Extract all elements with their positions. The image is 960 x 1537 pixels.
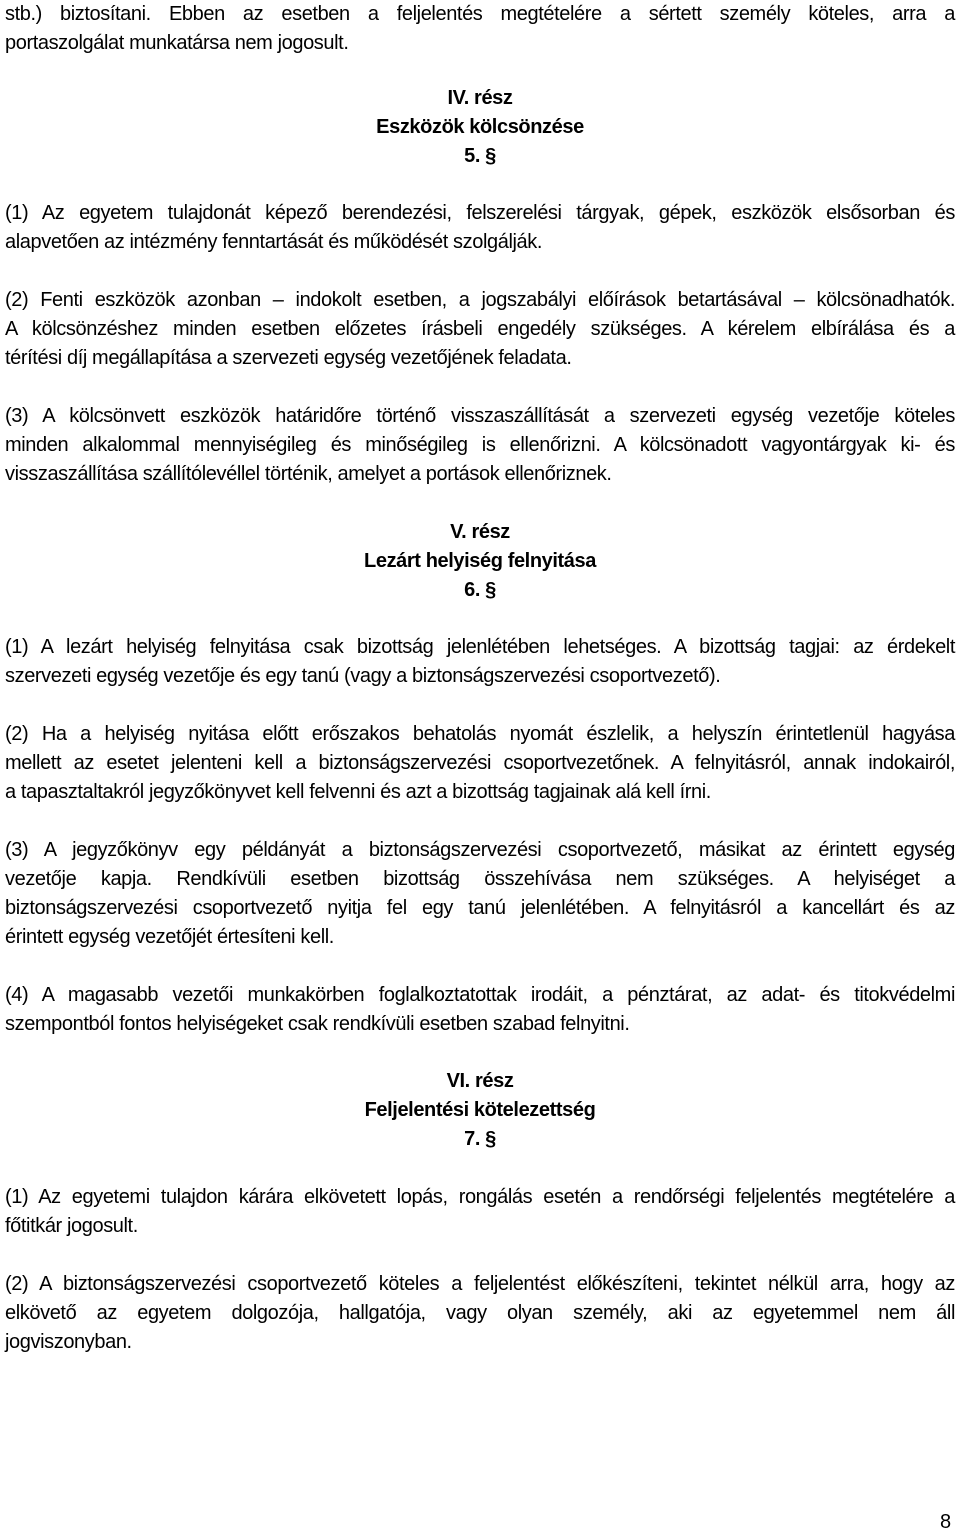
- part-heading: IV. rész: [447, 87, 513, 109]
- paragraph-line: (2) Ha a helyiség nyitása előtt erőszakos behatolás nyomát észlelik, a helyszín érintetlenül hagyása: [5, 723, 955, 745]
- part-title: Lezárt helyiség felnyitása: [364, 550, 596, 572]
- part-heading: V. rész: [450, 521, 510, 543]
- paragraph-line: (1) Az egyetem tulajdonát képező berendezési, felszerelési tárgyak, gépek, eszközök elsősorban és: [5, 202, 955, 224]
- page-number: 8: [940, 1511, 952, 1533]
- part-title: Feljelentési kötelezettség: [364, 1099, 596, 1121]
- paragraph-line: portaszolgálat munkatársa nem jogosult.: [5, 32, 349, 54]
- paragraph-line: vezetője kapja. Rendkívüli esetben bizottság összehívása nem szükséges. A helyiséget a: [5, 868, 955, 890]
- paragraph-line: (1) A lezárt helyiség felnyitása csak bizottság jelenlétében lehetséges. A bizottság tagjai: az érdekelt: [5, 636, 955, 658]
- paragraph-line: A kölcsönzéshez minden esetben előzetes írásbeli engedély szükséges. A kérelem elbírálása és a: [5, 318, 955, 340]
- paragraph-line: főtitkár jogosult.: [5, 1215, 138, 1237]
- paragraph-line: (2) A biztonságszervezési csoportvezető köteles a feljelentést előkészíteni, tekintet nélkül arra, hogy az: [5, 1273, 955, 1295]
- paragraph-line: mellett az esetet jelenteni kell a biztonságszervezési csoportvezetőnek. A felnyitásról, annak indokairól,: [5, 752, 955, 774]
- section-number: 5. §: [464, 145, 496, 167]
- part-heading: VI. rész: [446, 1070, 514, 1092]
- paragraph-line: (1) Az egyetemi tulajdon kárára elkövetett lopás, rongálás esetén a rendőrségi feljelentés megtételére a: [5, 1186, 955, 1208]
- paragraph-line: (4) A magasabb vezetői munkakörben foglalkoztatottak irodáit, a pénztárat, az adat- és titokvédelmi: [5, 984, 955, 1006]
- paragraph-line: a tapasztaltakról jegyzőkönyvet kell felvenni és azt a bizottság tagjainak alá kell írni.: [5, 781, 711, 803]
- paragraph-line: stb.) biztosítani. Ebben az esetben a feljelentés megtételére a sértett személy köteles, arra a: [5, 3, 955, 25]
- paragraph-line: térítési díj megállapítása a szervezeti egység vezetőjének feladata.: [5, 347, 572, 369]
- part-title: Eszközök kölcsönzése: [376, 116, 584, 138]
- paragraph-line: szempontból fontos helyiségeket csak rendkívüli esetben szabad felnyitni.: [5, 1013, 630, 1035]
- paragraph-line: (2) Fenti eszközök azonban – indokolt esetben, a jogszabályi előírások betartásával – kölcsönadhatók.: [5, 289, 955, 311]
- paragraph-line: érintett egység vezetőjét értesíteni kell.: [5, 926, 334, 948]
- paragraph-line: minden alkalommal mennyiségileg és minőségileg is ellenőrizni. A kölcsönadott vagyontárgyak ki- és: [5, 434, 955, 456]
- section-number: 6. §: [464, 579, 496, 601]
- paragraph-line: jogviszonyban.: [5, 1331, 132, 1353]
- paragraph-line: (3) A kölcsönvett eszközök határidőre történő visszaszállítását a szervezeti egység vezetője köteles: [5, 405, 955, 427]
- paragraph-line: (3) A jegyzőkönyv egy példányát a biztonságszervezési csoportvezető, másikat az érintett egység: [5, 839, 955, 861]
- section-number: 7. §: [464, 1128, 496, 1150]
- paragraph-line: alapvetően az intézmény fenntartását és működését szolgálják.: [5, 231, 543, 253]
- paragraph-line: elkövető az egyetem dolgozója, hallgatója, vagy olyan személy, aki az egyetemmel nem áll: [5, 1302, 955, 1324]
- paragraph-line: biztonságszervezési csoportvezető nyitja fel egy tanú jelenlétében. A felnyitásról a kancellárt és az: [5, 897, 955, 919]
- paragraph-line: visszaszállítása szállítólevéllel történik, amelyet a portások ellenőriznek.: [5, 463, 612, 485]
- paragraph-line: szervezeti egység vezetője és egy tanú (vagy a biztonságszervezési csoportvezető).: [5, 665, 721, 687]
